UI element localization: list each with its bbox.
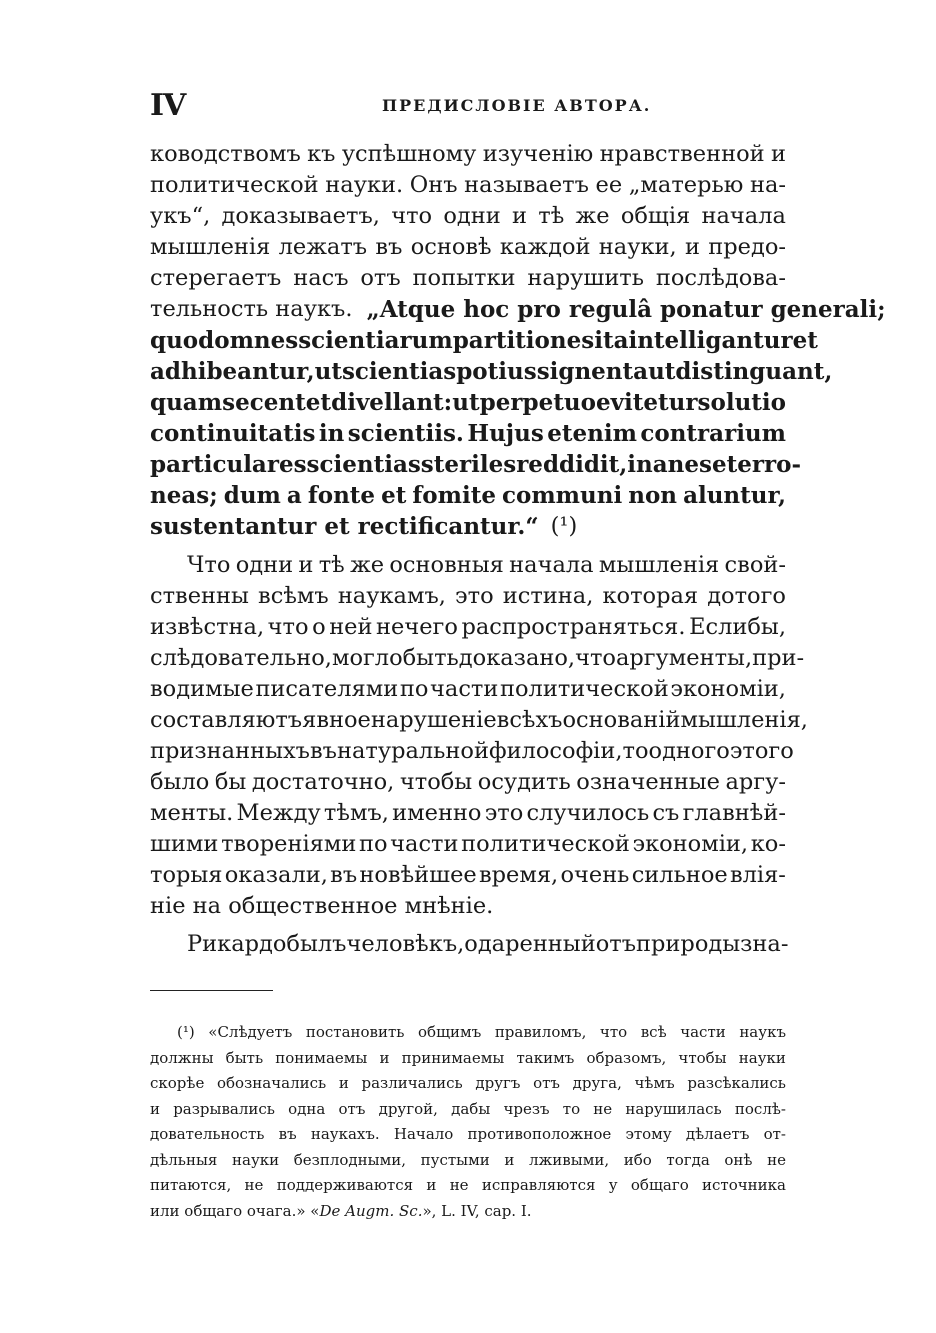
text-line: шими твореніями по части политической экономіи, ко- bbox=[150, 831, 786, 857]
footnote-line: питаются, не поддерживаются и не исправляются у общаго источника bbox=[150, 1176, 786, 1194]
citation-ref: », L. IV, cap. I. bbox=[422, 1201, 532, 1220]
latin-line: continuitatis in scientiis. Hujus etenim contrarium bbox=[150, 420, 786, 447]
footnote-line-last bbox=[150, 1199, 786, 1225]
text-line: Рикардо былъ человѣкъ, одаренный отъ природы зна- bbox=[187, 931, 789, 957]
text-line: политической науки. Онъ называетъ ее „матерью на- bbox=[150, 172, 786, 198]
footnote-text: или общаго очага.» « bbox=[150, 1201, 320, 1220]
text-line: признанныхъ въ натуральной философіи, то одного этого bbox=[150, 738, 794, 764]
body-paragraph-2 bbox=[150, 550, 808, 922]
text-line: мышленія лежатъ въ основѣ каждой науки, и предо- bbox=[150, 234, 786, 260]
text-span: тельность наукъ. bbox=[150, 296, 353, 322]
text-line: менты. Между тѣмъ, именно это случилось съ главнѣй- bbox=[150, 800, 786, 826]
page-number: IV bbox=[150, 88, 186, 123]
footnote-ref: (¹) bbox=[550, 513, 578, 539]
text-line: Что одни и тѣ же основныя начала мышленія свой- bbox=[187, 552, 786, 578]
latin-line: quod omnes scientiarum partitiones ita intelligantur et bbox=[150, 327, 818, 354]
text-line: стерегаетъ насъ отъ попытки нарушить послѣдова- bbox=[150, 265, 786, 291]
text-line-mixed bbox=[150, 294, 886, 325]
text-line: было бы достаточно, чтобы осудить означенные аргу- bbox=[150, 769, 786, 795]
latin-line: particulares scientias steriles reddidit, inanes et erro- bbox=[150, 451, 801, 478]
body-paragraph-3 bbox=[150, 929, 789, 960]
latin-line: adhibeantur, ut scientias potius signent aut distinguant, bbox=[150, 358, 833, 385]
footnote-rule bbox=[150, 990, 273, 991]
latin-line: quam secent et divellant: ut perpetuo evitetur solutio bbox=[150, 389, 786, 416]
text-line: составляютъ явное нарушеніе всѣхъ основаній мышленія, bbox=[150, 707, 808, 733]
text-line: извѣстна, что о ней нечего распространяться. Еслибы, bbox=[150, 614, 786, 640]
text-line: укъ“, доказываетъ, что одни и тѣ же общія начала bbox=[150, 203, 786, 229]
body-text bbox=[150, 139, 886, 542]
text-line: торыя оказали, въ новѣйшее время, очень сильное влія- bbox=[150, 862, 786, 888]
running-head: ПРЕДИСЛОВІЕ АВТОРА. bbox=[382, 96, 652, 115]
footnote-line: (¹) «Слѣдуетъ постановить общимъ правиломъ, что всѣ части наукъ bbox=[177, 1023, 786, 1041]
latin-line: neas; dum a fonte et fomite communi non aluntur, bbox=[150, 482, 786, 509]
citation-title: De Augm. Sc. bbox=[319, 1201, 423, 1220]
footnote-line: дѣльныя науки безплодными, пустыми и лживыми, ибо тогда онѣ не bbox=[150, 1150, 786, 1169]
text-line: ственны всѣмъ наукамъ, это истина, которая дотого bbox=[150, 583, 786, 609]
footnote bbox=[150, 1020, 786, 1224]
footnote-line: и разрывались одна отъ другой, дабы чрезъ то не нарушилась послѣ- bbox=[150, 1099, 786, 1118]
footnote-line: скорѣе обозначались и различались другъ отъ друга, чѣмъ разсѣкались bbox=[150, 1074, 786, 1092]
latin-line-last bbox=[150, 511, 786, 542]
text-line: водимые писателями по части политической экономіи, bbox=[150, 676, 786, 702]
text-line: ководствомъ къ успѣшному изученію нравственной и bbox=[150, 141, 786, 167]
footnote-line: довательность въ наукахъ. Начало противоположное этому дѣлаетъ от- bbox=[150, 1125, 786, 1143]
latin-text: sustentantur et rectificantur.“ bbox=[150, 513, 539, 540]
text-line: слѣдовательно, могло быть доказано, что аргументы, при- bbox=[150, 645, 805, 671]
text-line: ніе на общественное мнѣніе. bbox=[150, 893, 494, 919]
latin-quote-start: „Atque hoc pro regulâ ponatur generali; bbox=[366, 296, 886, 323]
page-header bbox=[150, 88, 786, 123]
footnote-line: должны быть понимаемы и принимаемы такимъ образомъ, чтобы науки bbox=[150, 1048, 786, 1067]
